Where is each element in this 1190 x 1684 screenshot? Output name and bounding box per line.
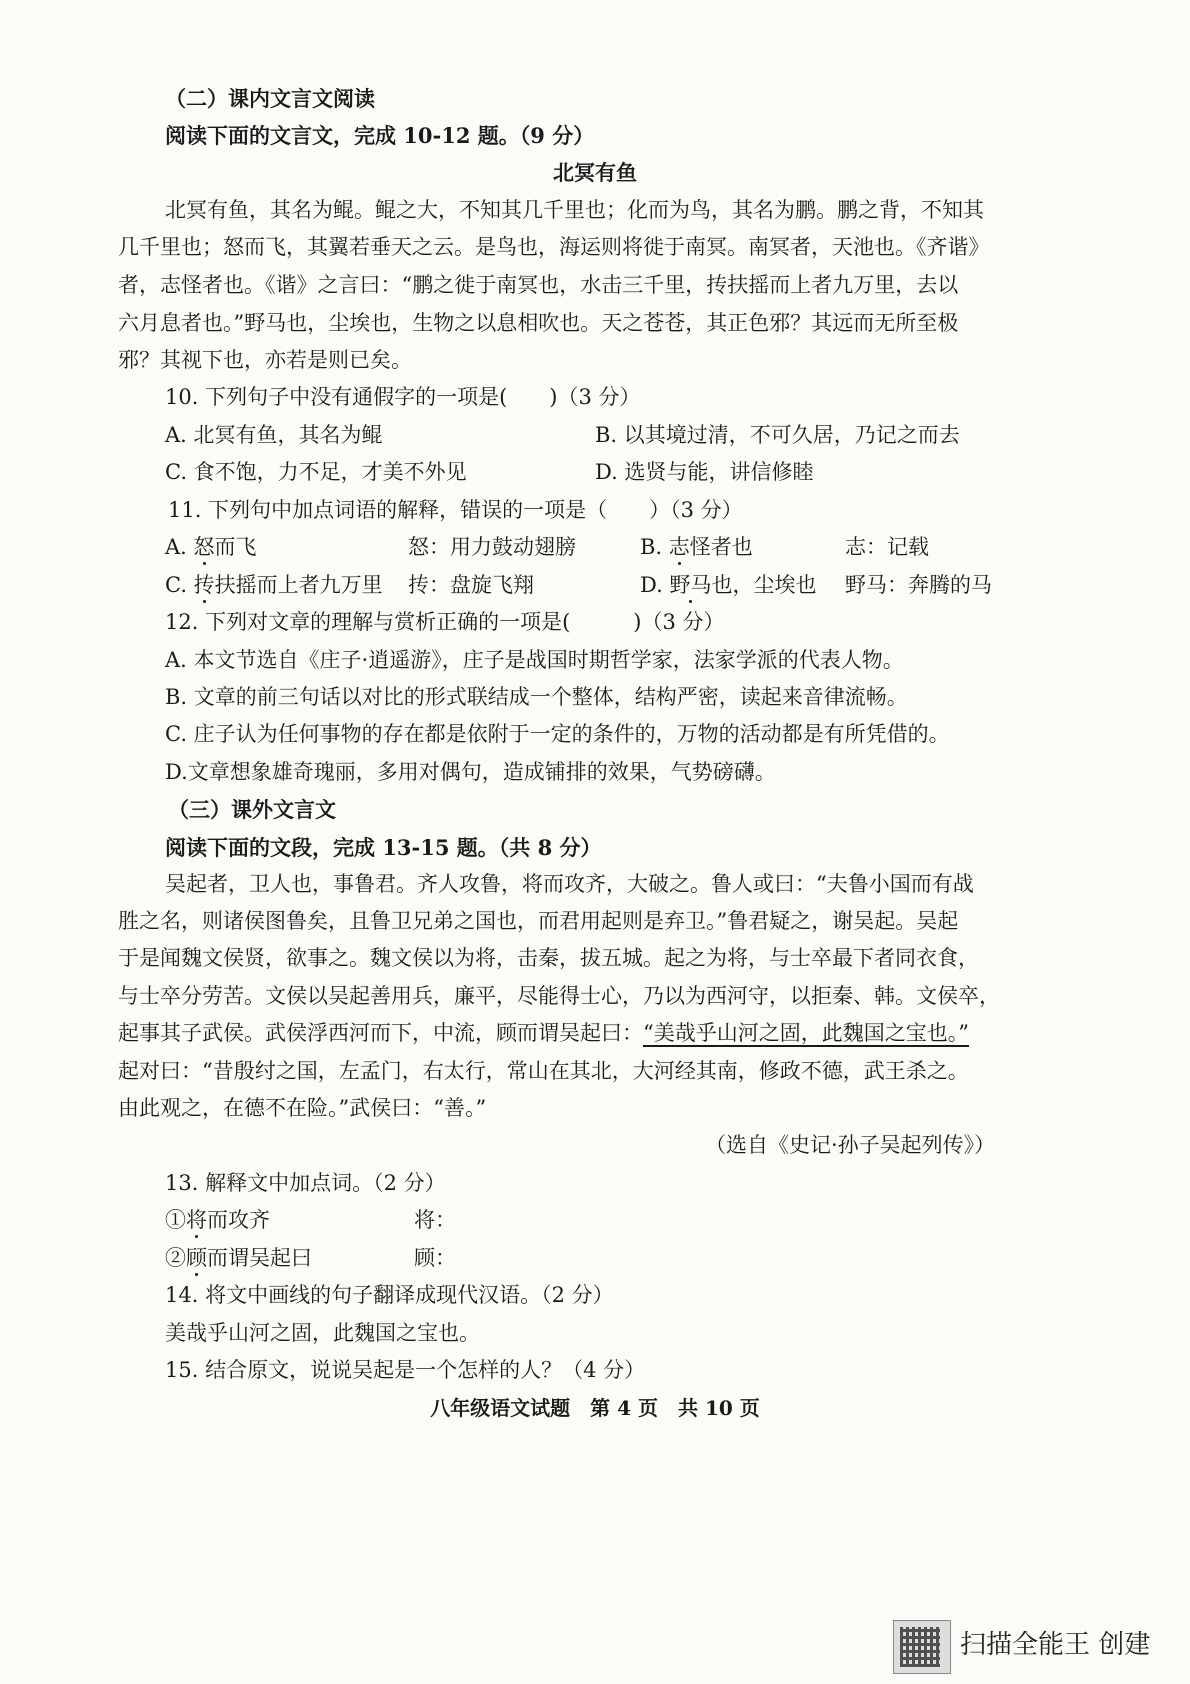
section-instruction: 阅读下面的文言文，完成 10-12 题。（9 分） — [165, 123, 595, 148]
item-1-answer-label: 将： — [414, 1208, 456, 1232]
passage-line: 胜之名，则诸侯图鲁矣，且鲁卫兄弟之国也，而君用起则是弃卫。”鲁君疑之，谢吴起。吴起 — [118, 909, 959, 933]
underlined-sentence: “美哉乎山河之固，此魏国之宝也。” — [643, 1021, 969, 1045]
option-a: A. 北冥有鱼，其名为鲲 — [165, 423, 383, 447]
qr-code-icon — [893, 1620, 951, 1674]
passage-line: 邪？其视下也，亦若是则已矣。 — [118, 348, 412, 372]
item-1: ①将而攻齐 — [165, 1208, 270, 1232]
option-a: A. 怒而飞 — [165, 535, 257, 559]
option-c-explanation: 抟：盘旋飞翔 — [408, 573, 534, 597]
option-c: C. 庄子认为任何事物的存在都是依附于一定的条件的，万物的活动都是有所凭借的。 — [165, 722, 950, 746]
passage-line: 由此观之，在德不在险。”武侯曰：“善。” — [118, 1096, 487, 1120]
question-14-sentence: 美哉乎山河之固，此魏国之宝也。 — [165, 1321, 480, 1345]
item-2-answer-label: 顾： — [414, 1246, 456, 1270]
item-2: ②顾而谓吴起曰 — [165, 1246, 312, 1270]
section-instruction: 阅读下面的文段，完成 13-15 题。（共 8 分） — [165, 835, 602, 860]
page-footer: 八年级语文试题 第 4 页 共 10 页 — [430, 1396, 760, 1420]
passage-line: 六月息者也。”野马也，尘埃也，生物之以息相吹也。天之苍苍，其正色邪？其远而无所至极 — [118, 311, 959, 335]
option-b: B. 文章的前三句话以对比的形式联结成一个整体，结构严密，读起来音律流畅。 — [165, 685, 908, 709]
section-heading: （三）课外文言文 — [168, 797, 336, 822]
section-heading: （二）课内文言文阅读 — [165, 86, 375, 111]
question-10-stem: 10. 下列句子中没有通假字的一项是( )（3 分） — [165, 385, 641, 409]
question-13-stem: 13. 解释文中加点词。（2 分） — [165, 1171, 446, 1195]
passage-source: （选自《史记·孙子吴起列传》） — [705, 1133, 996, 1157]
passage-line: 吴起者，卫人也，事鲁君。齐人攻鲁，将而攻齐，大破之。鲁人或曰：“夫鲁小国而有战 — [165, 872, 974, 896]
passage-line: 几千里也；怒而飞，其翼若垂天之云。是鸟也，海运则将徙于南冥。南冥者，天池也。《齐谐》 — [118, 235, 990, 259]
question-12-stem: 12. 下列对文章的理解与赏析正确的一项是( )（3 分） — [165, 610, 725, 634]
passage-line: 者，志怪者也。《谐》之言曰：“鹏之徙于南冥也，水击三千里，抟扶摇而上者九万里，去以 — [118, 273, 959, 297]
option-b-explanation: 志：记载 — [845, 535, 929, 559]
option-c: C. 抟扶摇而上者九万里 — [165, 573, 383, 597]
option-d: D. 野马也，尘埃也 — [640, 573, 817, 597]
question-15-stem: 15. 结合原文，说说吴起是一个怎样的人？（4 分） — [165, 1358, 646, 1382]
option-d: D.文章想象雄奇瑰丽，多用对偶句，造成铺排的效果，气势磅礴。 — [165, 760, 776, 784]
option-a: A. 本文节选自《庄子·逍遥游》，庄子是战国时期哲学家，法家学派的代表人物。 — [165, 648, 904, 672]
option-c: C. 食不饱，力不足，才美不外见 — [165, 460, 467, 484]
passage-line: 北冥有鱼，其名为鲲。鲲之大，不知其几千里也；化而为鸟，其名为鹏。鹏之背，不知其 — [165, 198, 984, 222]
option-b: B. 志怪者也 — [640, 535, 753, 559]
question-11-stem: 11. 下列句中加点词语的解释，错误的一项是（ ）（3 分） — [168, 498, 743, 522]
option-d: D. 选贤与能，讲信修睦 — [595, 460, 814, 484]
option-b: B. 以其境过清，不可久居，乃记之而去 — [595, 423, 960, 447]
option-a-explanation: 怒：用力鼓动翅膀 — [408, 535, 576, 559]
passage-title: 北冥有鱼 — [553, 160, 637, 185]
passage-line: 于是闻魏文侯贤，欲事之。魏文侯以为将，击秦，拔五城。起之为将，与士卒最下者同衣食， — [118, 946, 979, 970]
option-d-explanation: 野马：奔腾的马 — [845, 573, 992, 597]
passage-line: 与士卒分劳苦。文侯以吴起善用兵，廉平，尽能得士心，乃以为西河守，以拒秦、韩。文侯卒， — [118, 984, 1000, 1008]
passage-line: 起事其子武侯。武侯浮西河而下，中流，顾而谓吴起曰：“美哉乎山河之固，此魏国之宝也。” — [118, 1021, 969, 1045]
scanner-watermark: 扫描全能王 创建 — [960, 1630, 1151, 1660]
passage-line: 起对曰：“昔殷纣之国，左孟门，右太行，常山在其北，大河经其南，修政不德，武王杀之。 — [118, 1059, 969, 1083]
question-14-stem: 14. 将文中画线的句子翻译成现代汉语。（2 分） — [165, 1283, 614, 1307]
